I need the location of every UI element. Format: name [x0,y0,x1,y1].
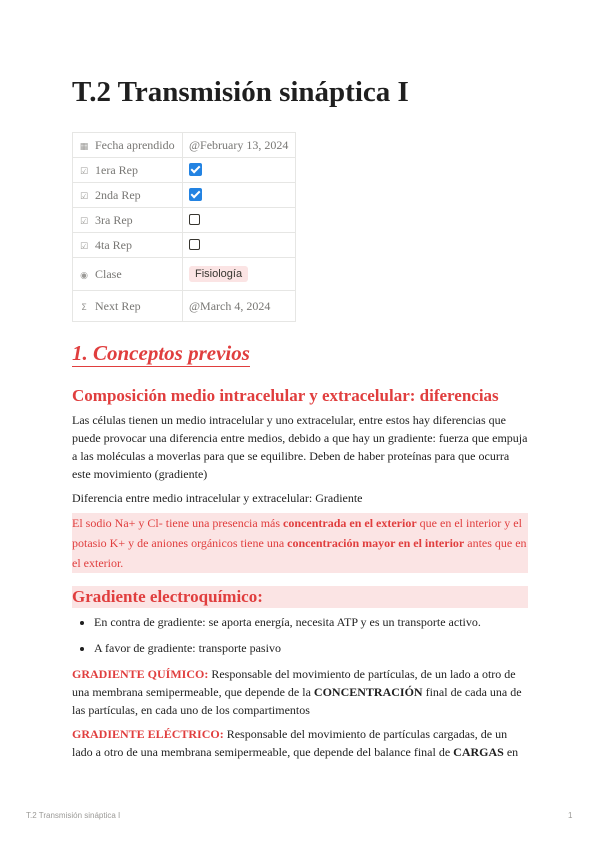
paragraph-electrico [72,725,528,761]
property-row-rep2 [73,183,296,208]
next-rep-value[interactable]: @March 4, 2024 [189,298,271,313]
subsection-heading: Composición medio intracelular y extracelular: diferencias [72,386,499,405]
clase-tag[interactable]: Fisiología [189,266,248,282]
paragraph: Diferencia entre medio intracelular y extracelular: Gradiente [72,491,363,505]
text-run: final de cada una de las partículas, en cada uno de los compartimentos [72,685,522,717]
checkbox-property-icon: ☑ [79,191,89,202]
bold-run: CARGAS [453,745,504,759]
text-run: en [503,745,519,759]
bold-run: concentrada en el exterior [283,516,417,530]
property-row-rep4 [73,233,296,258]
text-run: Responsable del movimiento de partículas cargadas, de un lado a otro de una membrana semipermeable, que depende del balance final de [72,727,508,759]
formula-icon: Σ [81,302,87,313]
select-icon: ◉ [80,270,88,281]
text-run: antes que en el exterior. [72,536,527,570]
text-run: Responsable del movimiento de partículas, de un lado a otro de una membrana semipermeable, que depende de la [72,667,516,699]
property-row-fecha [73,133,296,158]
rep2-checkbox[interactable] [189,188,202,201]
property-key: 4ta Rep [95,237,132,252]
subsection-heading: Gradiente electroquímico: [72,586,528,608]
property-row-next [73,291,296,322]
property-key: Fecha aprendido [95,137,175,152]
highlight-block [72,513,528,573]
property-row-clase [73,258,296,291]
checkbox-property-icon: ☑ [79,216,89,227]
paragraph: Las células tienen un medio intracelular y uno extracelular, entre estos hay diferencias que puede provocar una diferencia entre medios, debido a que hay un gradiente: fuerza que empuja a las moléculas a moverlas para que se equilibre. Deben de haber proteínas para que ocurra este movimiento (gradiente) [72,413,528,481]
property-key: Next Rep [95,298,141,313]
text-run: El sodio Na+ y Cl- tiene una presencia más [72,516,284,530]
page-title: T.2 Transmisión sináptica I [72,76,409,108]
paragraph-quimico [72,665,528,719]
bold-run: concentración mayor en el interior [287,536,465,550]
bullet-list [72,613,528,665]
properties-table [72,132,296,322]
label-run: GRADIENTE QUÍMICO: [72,667,209,681]
property-key: 3ra Rep [95,212,133,227]
checkbox-property-icon: ☑ [79,166,89,177]
calendar-icon: ▦ [79,141,89,152]
checkbox-property-icon: ☑ [79,241,89,252]
property-row-rep3 [73,208,296,233]
rep4-checkbox[interactable] [189,239,200,250]
property-key: 2nda Rep [95,187,141,202]
rep1-checkbox[interactable] [189,163,202,176]
page-number: 1 [568,811,573,820]
property-key: Clase [95,266,122,281]
label-run: GRADIENTE ELÉCTRICO: [72,727,224,741]
list-item: • En contra de gradiente: se aporta energía, necesita ATP y es un transporte activo. [94,613,528,631]
text-run: que en el interior y el potasio K+ y de aniones orgánicos tiene una [72,516,522,550]
fecha-value[interactable]: @February 13, 2024 [189,137,289,152]
property-key: 1era Rep [95,162,138,177]
footer-title: T.2 Transmisión sináptica I [26,811,121,820]
bold-run: CONCENTRACIÓN [313,685,423,699]
section-heading: 1. Conceptos previos [72,341,250,365]
list-item: • A favor de gradiente: transporte pasivo [94,639,528,657]
rep3-checkbox[interactable] [189,214,200,225]
property-row-rep1 [73,158,296,183]
